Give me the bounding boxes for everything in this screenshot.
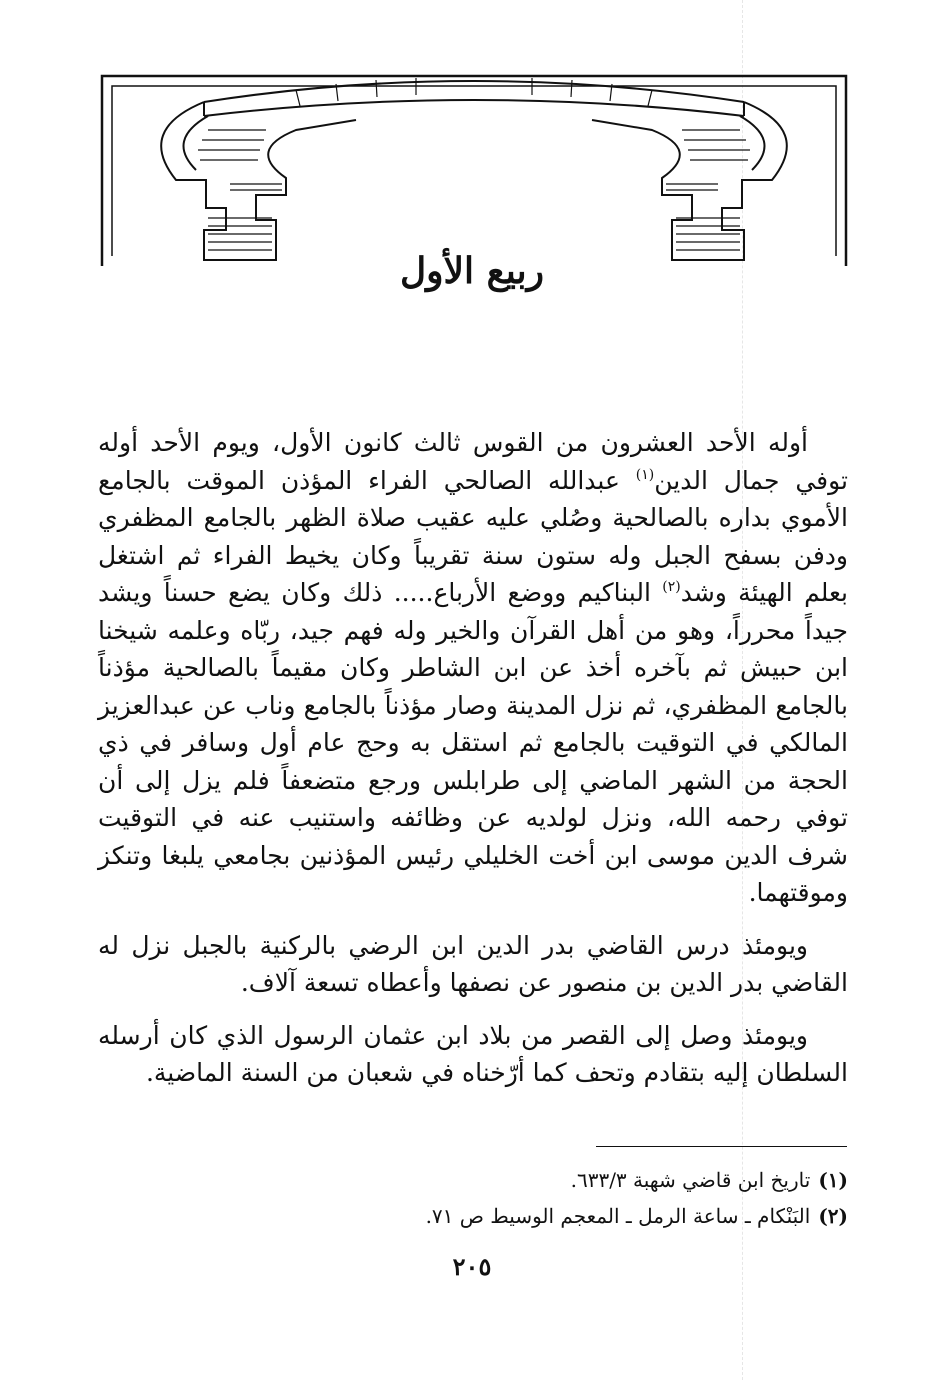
outer-frame bbox=[102, 76, 846, 266]
footnote bbox=[98, 1198, 848, 1234]
paragraph-text: عبدالله الصالحي الفراء المؤذن الموقت بالجامع الأموي بداره بالصالحية وصُلي عليه عقيب صلاة الظهر بالجامع المظفري ودفن بسفح الجبل وله ستون سنة تقريباً وكان يخيط الفراء ثم اشتغل بعلم الهيئة وشد bbox=[98, 465, 849, 607]
footnote-ref-1: (١) bbox=[635, 466, 655, 483]
page-number: ٢٠٥ bbox=[452, 1252, 492, 1281]
footnotes bbox=[98, 1162, 848, 1234]
footnote-mark: (٢) bbox=[818, 1204, 848, 1228]
main-text bbox=[98, 424, 848, 1107]
arch-ornament bbox=[96, 70, 852, 270]
footnote-text: البَنْكام ـ ساعة الرمل ـ المعجم الوسيط ص ٧١. bbox=[425, 1204, 811, 1228]
footnote bbox=[98, 1162, 848, 1198]
paragraph bbox=[98, 424, 848, 912]
footnote-divider bbox=[596, 1146, 847, 1147]
footnote-text: تاريخ ابن قاضي شهبة ٦٣٣/٣. bbox=[570, 1168, 811, 1192]
footnote-ref-2: (٢) bbox=[662, 579, 681, 595]
paragraph-text: البناكيم ووضع الأرباع..... ذلك وكان يضع حسناً ويشد جيداً محرراً، وهو من أهل القرآن والخير وله فهم جيد، ربّاه وعلمه شيخنا ابن حبيش ثم بآخره أخذ عن ابن الشاطر وكان مقيماً بالصالحية مؤذناً بالجامع المظفري، ثم نزل المدينة وصار مؤذناً بالجامع وناب عن عبدالعزيز المالكي في التوقيت بالجامع ثم استقل به وحج عام أول وسافر في ذي الحجة من الشهر الماضي إلى طرابلس ورجع متضعفاً فلم يزل إلى أن توفي رحمه الله، ونزل لولديه عن وظائفه واستنيب عنه في التوقيت شرف الدين موسى ابن أخت الخليلي رئيس المؤذنين بجامعي يلبغا وتنكز وموقتهما. bbox=[98, 578, 848, 907]
paragraph: ويومئذ درس القاضي بدر الدين ابن الرضي بالركنية بالجبل نزل له القاضي بدر الدين بن منصور عن نصفها وأعطاه تسعة آلاف. bbox=[98, 930, 848, 997]
chapter-title: ربيع الأول bbox=[399, 250, 545, 292]
footnote-mark: (١) bbox=[818, 1168, 848, 1192]
paragraph-text: أوله الأحد العشرون من القوس ثالث كانون الأول، ويوم الأحد أوله توفي جمال الدين bbox=[98, 428, 848, 495]
paragraph: ويومئذ وصل إلى القصر من بلاد ابن عثمان الرسول الذي كان أرسله السلطان إليه بتقادم وتحف كما أرّخناه في شعبان من السنة الماضية. bbox=[98, 1020, 848, 1087]
